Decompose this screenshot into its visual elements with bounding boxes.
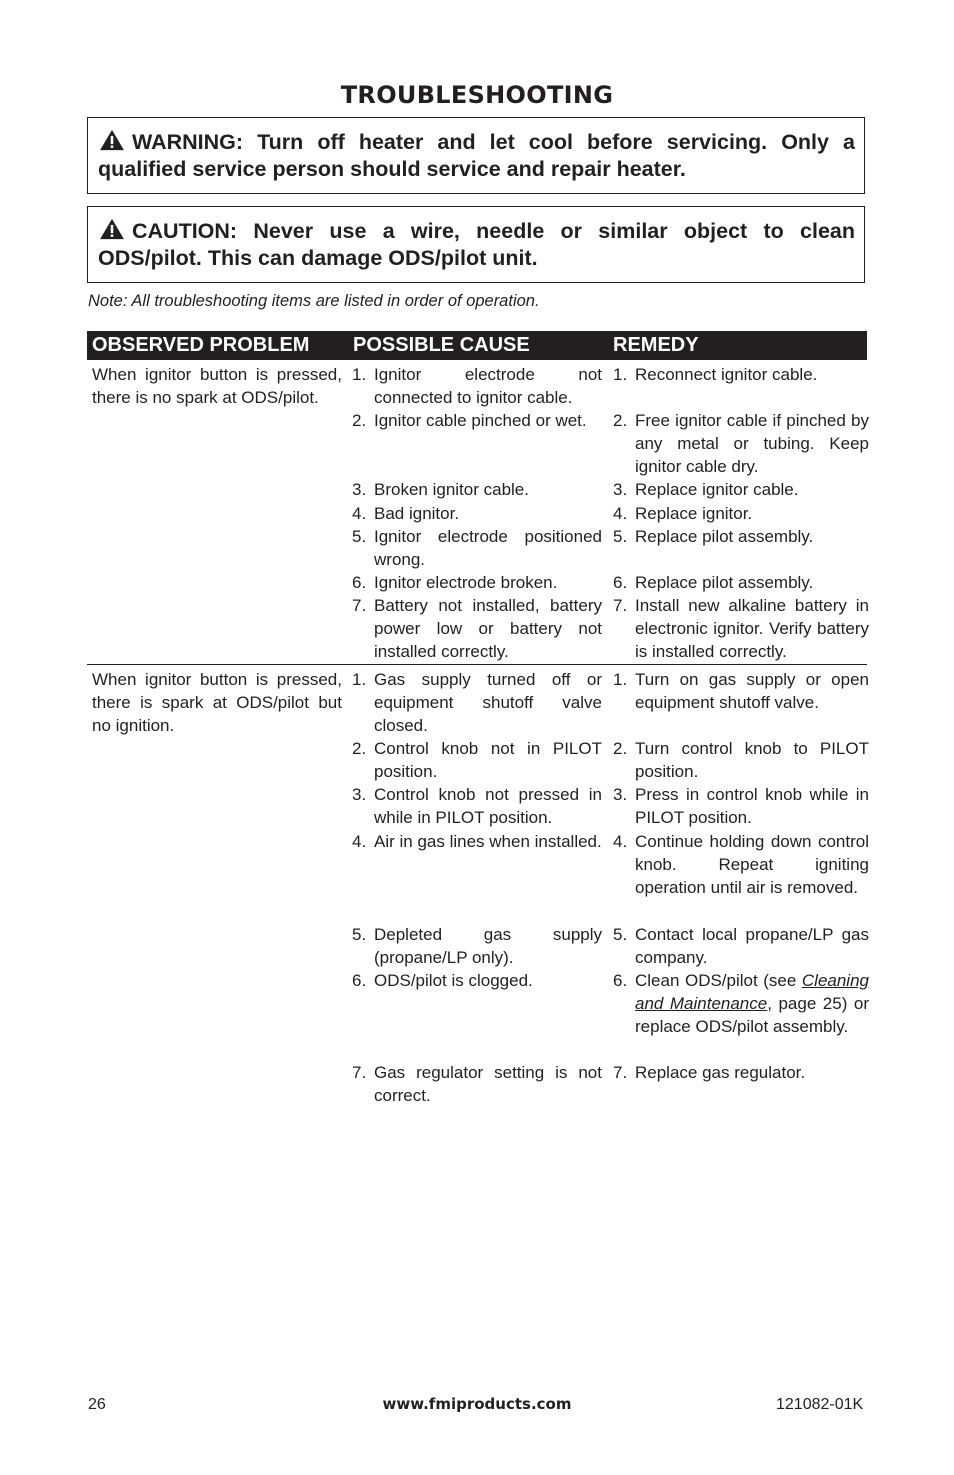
note-text: Note: All troubleshooting items are listed in order of operation. — [88, 292, 540, 310]
problem-text: When ignitor button is pressed, there is spark at ODS/pilot but no ignition. — [92, 670, 342, 735]
warning-triangle-icon — [98, 218, 126, 240]
problem-text: When ignitor button is pressed, there is no spark at ODS/pilot. — [92, 365, 342, 407]
table-header — [87, 331, 867, 360]
page-number: 26 — [88, 1396, 106, 1413]
website-url[interactable]: www.fmiproducts.com — [382, 1395, 572, 1413]
caution-box — [87, 206, 865, 283]
row-divider — [87, 664, 867, 665]
page-title: TROUBLESHOOTING — [340, 81, 614, 109]
header-remedy: REMEDY — [613, 334, 699, 356]
header-observed-problem: OBSERVED PROBLEM — [92, 334, 310, 356]
warning-text: WARNING: Turn off heater and let cool before servicing. Only a qualified service person should service and repair heater. — [98, 130, 855, 181]
cleaning-maintenance-link[interactable]: Cleaning and Maintenance — [635, 971, 869, 1013]
document-number: 121082-01K — [776, 1396, 864, 1413]
caution-text: CAUTION: Never use a wire, needle or similar object to clean ODS/pilot. This can damage ODS/pilot unit. — [98, 219, 855, 270]
header-possible-cause: POSSIBLE CAUSE — [353, 334, 530, 356]
warning-triangle-icon — [98, 129, 126, 151]
warning-box — [87, 117, 865, 194]
